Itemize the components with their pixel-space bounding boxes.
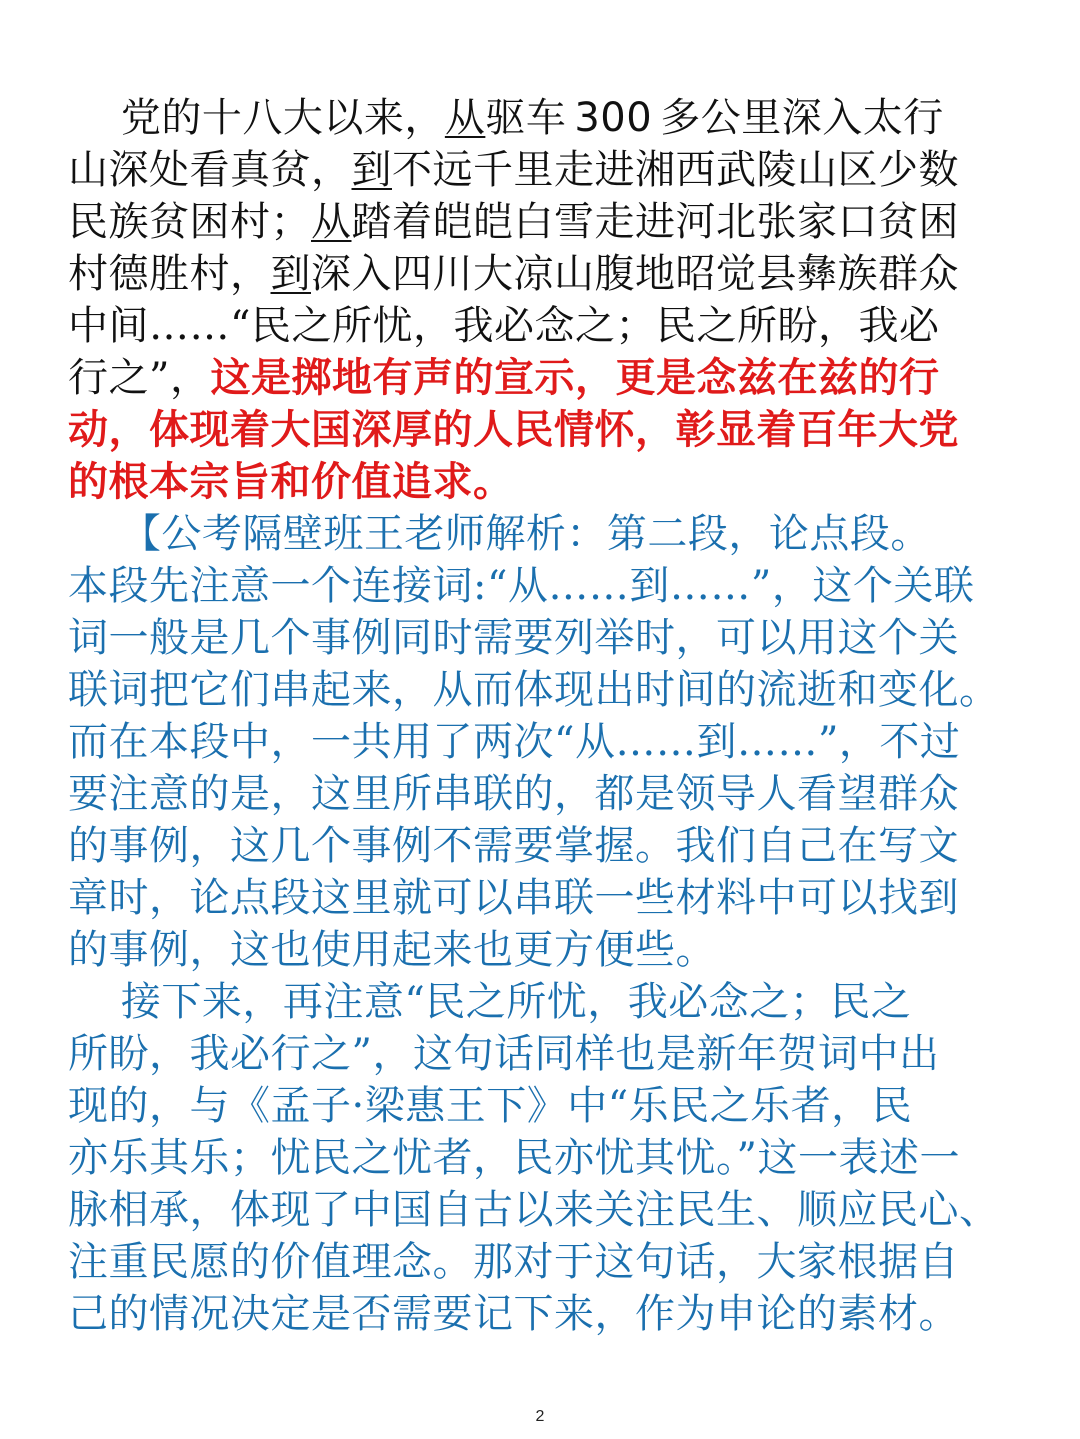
paragraph-2-line-3: 词一般是几个事例同时需要列举时，可以用这个关: [68, 615, 959, 661]
text-run: 中间……“民之所忧，我必念之；民之所盼，我必: [68, 303, 940, 349]
text-run: 村德胜村，: [68, 251, 271, 297]
paragraph-2-line-1: 【公考隔壁班王老师解析：第二段，论点段。: [68, 511, 931, 557]
paragraph-1-line-3: [68, 196, 1018, 248]
paragraph-1-line-2: [68, 144, 1018, 196]
paragraph-1-line-8: [68, 456, 1018, 508]
document-page: [68, 92, 1018, 1340]
paragraph-1-line-1: [68, 92, 1018, 144]
paragraph-3-line-1: 接下来，再注意“民之所忧，我必念之；民之: [68, 979, 912, 1025]
paragraph-1-line-7: [68, 404, 1018, 456]
paragraph-2-line-8: 章时，论点段这里就可以串联一些材料中可以找到: [68, 875, 959, 921]
number: 300: [574, 95, 653, 141]
paragraph-3-line-3: 现的，与《孟子·梁惠王下》中“乐民之乐者，民: [68, 1083, 913, 1129]
paragraph-2-line-2: 本段先注意一个连接词:“从……到……”，这个关联: [68, 563, 975, 609]
underlined-word: 到: [270, 251, 311, 297]
paragraph-3-line-6: 注重民愿的价值理念。那对于这句话，大家根据自: [68, 1239, 959, 1285]
highlighted-text: 的根本宗旨和价值追求。: [68, 458, 514, 505]
text-run: 不远千里走进湘西武陵山区少数: [392, 147, 959, 193]
text-run: 民族贫困村；: [68, 199, 311, 245]
underlined-word: 从: [444, 95, 486, 141]
underlined-word: 从: [311, 199, 352, 245]
paragraph-2-line-4: 联词把它们串起来，从而体现出时间的流逝和变化。: [68, 667, 1000, 713]
paragraph-2-line-5: 而在本段中，一共用了两次“从……到……”，不过: [68, 719, 961, 765]
indent: [68, 95, 121, 141]
text-run: 行之”，: [68, 355, 211, 401]
paragraph-3-line-7: 己的情况决定是否需要记下来，作为申论的素材。: [68, 1291, 959, 1337]
paragraph-2-line-6: 要注意的是，这里所串联的，都是领导人看望群众: [68, 771, 959, 817]
page-number: 2: [535, 1408, 545, 1425]
paragraph-2-line-7: 的事例，这几个事例不需要掌握。我们自己在写文: [68, 823, 959, 869]
paragraph-1-line-4: [68, 248, 1018, 300]
text-run: 山深处看真贫，: [68, 147, 352, 193]
paragraph-3-line-2: 所盼，我必行之”，这句话同样也是新年贺词中出: [68, 1031, 940, 1077]
text-run: 党的十八大以来，: [120, 95, 445, 141]
highlighted-text: 动，体现着大国深厚的人民情怀，彰显着百年大党: [68, 406, 959, 453]
paragraph-1-line-5: [68, 300, 1018, 352]
paragraph-3-line-4: 亦乐其乐；忧民之忧者，民亦忧其忧。”这一表述一: [68, 1135, 960, 1181]
text-run: 深入四川大凉山腹地昭觉县彝族群众: [311, 251, 959, 297]
paragraph-1-line-6: [68, 352, 1018, 404]
paragraph-3-line-5: 脉相承，体现了中国自古以来关注民生、顺应民心、: [68, 1187, 1000, 1233]
underlined-word: 到: [351, 147, 392, 193]
text-run: 踏着皑皑白雪走进河北张家口贫困: [351, 199, 959, 245]
highlighted-text: 这是掷地有声的宣示，更是念兹在兹的行: [210, 354, 940, 401]
text-run: 多公里深入太行: [660, 95, 944, 141]
paragraph-2-line-9: 的事例，这也使用起来也更方便些。: [68, 927, 716, 973]
text-run: 驱车: [485, 95, 567, 141]
